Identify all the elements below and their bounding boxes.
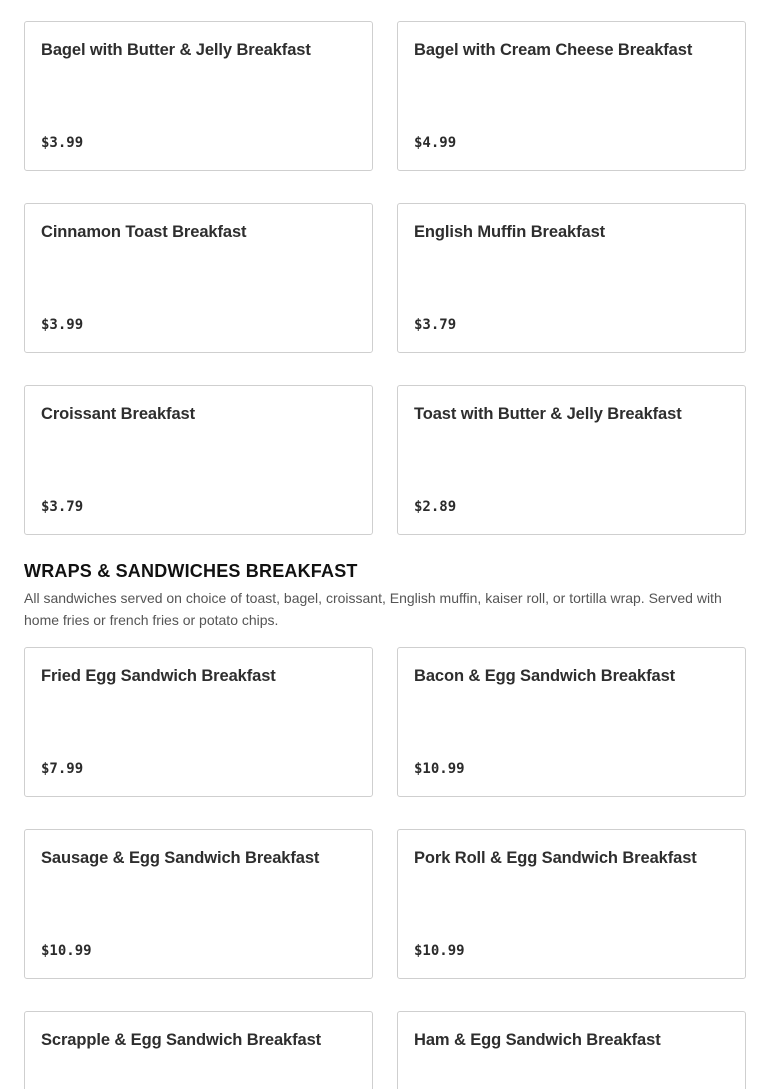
menu-item-price: $10.99 <box>414 943 465 959</box>
menu-item-price: $3.99 <box>41 317 84 333</box>
menu-item-card[interactable] <box>24 829 373 979</box>
menu-item-price: $2.89 <box>414 499 457 515</box>
menu-item-name: Sausage & Egg Sandwich Breakfast <box>41 849 320 867</box>
menu-item-name: Ham & Egg Sandwich Breakfast <box>414 1031 661 1049</box>
section-title: WRAPS & SANDWICHES BREAKFAST <box>24 561 358 581</box>
menu-item-price: $10.99 <box>41 943 92 959</box>
section-description: All sandwiches served on choice of toast, bagel, croissant, English muffin, kaiser roll, or tortilla wrap. Served with home fries or french fries or potato chips. <box>24 590 722 628</box>
menu-item-price: $3.79 <box>414 317 457 333</box>
menu-item-name: Fried Egg Sandwich Breakfast <box>41 667 276 685</box>
menu-item-name: Bacon & Egg Sandwich Breakfast <box>414 667 676 685</box>
menu-item-price: $3.79 <box>41 499 84 515</box>
menu-item-name: English Muffin Breakfast <box>414 223 606 241</box>
menu-item-card[interactable] <box>397 1011 746 1089</box>
menu-item-name: Toast with Butter & Jelly Breakfast <box>414 405 682 423</box>
menu-item-card[interactable] <box>397 385 746 535</box>
menu-item-card[interactable] <box>24 647 373 797</box>
menu-item-card[interactable] <box>24 385 373 535</box>
menu-items-grid <box>24 21 746 535</box>
menu-item-card[interactable] <box>397 21 746 171</box>
menu-item-name: Cinnamon Toast Breakfast <box>41 223 247 241</box>
menu-item-card[interactable] <box>397 647 746 797</box>
menu-item-card[interactable] <box>397 829 746 979</box>
menu-item-card[interactable] <box>24 1011 373 1089</box>
menu-item-price: $3.99 <box>41 135 84 151</box>
menu-item-name: Bagel with Butter & Jelly Breakfast <box>41 41 311 59</box>
menu-item-card[interactable] <box>397 203 746 353</box>
menu-item-price: $10.99 <box>414 761 465 777</box>
menu-item-name: Croissant Breakfast <box>41 405 195 423</box>
menu-item-card[interactable] <box>24 203 373 353</box>
section-header <box>24 559 746 631</box>
section-items-grid <box>24 647 746 1089</box>
menu-item-card[interactable] <box>24 21 373 171</box>
menu-item-name: Pork Roll & Egg Sandwich Breakfast <box>414 849 697 867</box>
menu-item-price: $4.99 <box>414 135 457 151</box>
menu-item-name: Bagel with Cream Cheese Breakfast <box>414 41 693 59</box>
menu-item-price: $7.99 <box>41 761 84 777</box>
menu-item-name: Scrapple & Egg Sandwich Breakfast <box>41 1031 322 1049</box>
